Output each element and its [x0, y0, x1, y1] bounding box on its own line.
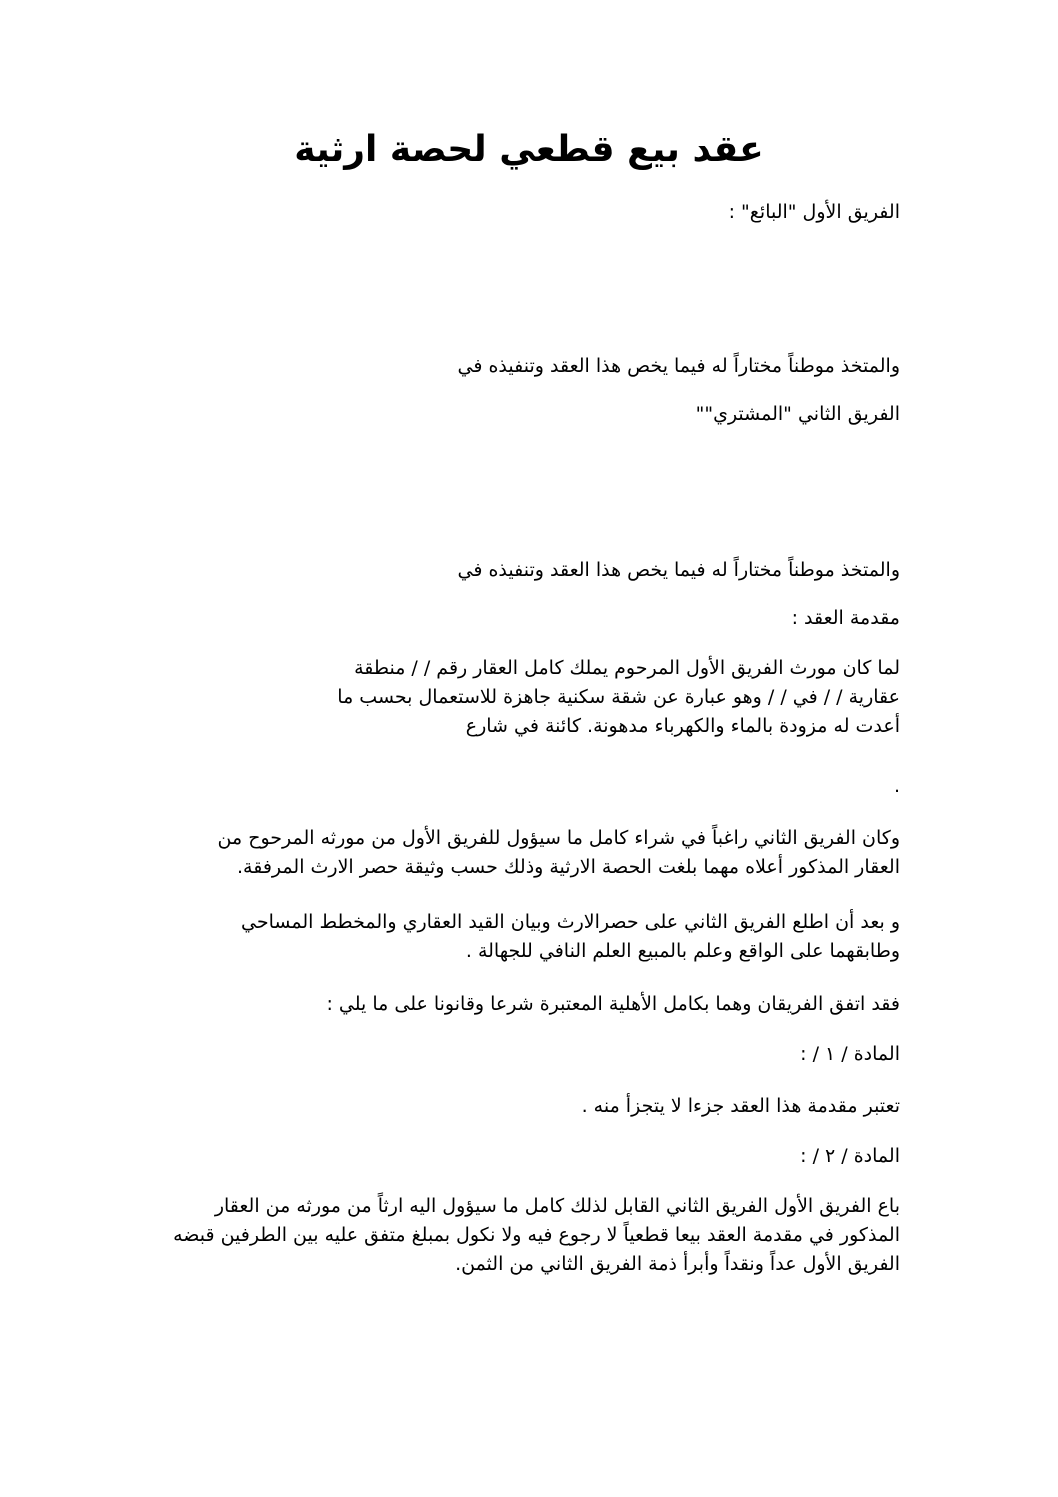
preamble-paragraph: [140, 654, 900, 741]
article-two-line: الفريق الأول عداً ونقداً وأبرأ ذمة الفريق الثاني من الثمن.: [455, 1253, 900, 1275]
review-line: وطابقهما على الواقع وعلم بالمبيع العلم النافي للجهالة .: [465, 940, 900, 962]
domicile-two: والمتخذ موطناً مختاراً له فيما يخص هذا العقد وتنفيذه في: [457, 559, 900, 581]
article-two-line: باع الفريق الأول الفريق الثاني القابل لذلك كامل ما سيؤول اليه ارثاً من مورثه من العقار: [214, 1195, 900, 1217]
article-two-paragraph: [140, 1192, 900, 1279]
review-line: و بعد أن اطلع الفريق الثاني على حصرالارث وبيان القيد العقاري والمخطط المساحي: [241, 911, 900, 933]
separator-dot: .: [893, 775, 900, 797]
buyer-wish-line: وكان الفريق الثاني راغباً في شراء كامل ما سيؤول للفريق الأول من مورثه المرحوح من: [217, 827, 900, 849]
buyer-wish-line: العقار المذكور أعلاه مهما بلغت الحصة الارثية وذلك حسب وثيقة حصر الارث المرفقة.: [237, 856, 900, 878]
preamble-line: لما كان مورث الفريق الأول المرحوم يملك كامل العقار رقم / / منطقة: [354, 657, 900, 679]
party-one-heading: الفريق الأول "البائع" :: [728, 201, 900, 223]
article-two-heading: المادة / ٢ / :: [800, 1145, 900, 1167]
preamble-line: عقارية / / في / / وهو عبارة عن شقة سكنية جاهزة للاستعمال بحسب ما: [337, 686, 900, 708]
preamble-line: أعدت له مزودة بالماء والكهرباء مدهونة. كائنة في شارع: [465, 715, 900, 737]
agreement-statement: فقد اتفق الفريقان وهما بكامل الأهلية المعتبرة شرعا وقانونا على ما يلي :: [326, 993, 900, 1015]
buyer-wish-paragraph: [140, 824, 900, 882]
party-two-heading: الفريق الثاني "المشتري"": [695, 403, 900, 425]
preamble-heading: مقدمة العقد :: [791, 607, 900, 629]
domicile-one: والمتخذ موطناً مختاراً له فيما يخص هذا العقد وتنفيذه في: [457, 355, 900, 377]
article-one-text: تعتبر مقدمة هذا العقد جزءا لا يتجزأ منه .: [581, 1095, 900, 1117]
article-two-line: المذكور في مقدمة العقد بيعا قطعياً لا رجوع فيه ولا نكول بمبلغ متفق عليه بين الطرفين قبضه: [173, 1224, 900, 1246]
review-paragraph: [140, 908, 900, 966]
contract-title: عقد بيع قطعي لحصة ارثية: [294, 129, 764, 170]
article-one-heading: المادة / ١ / :: [800, 1043, 900, 1065]
